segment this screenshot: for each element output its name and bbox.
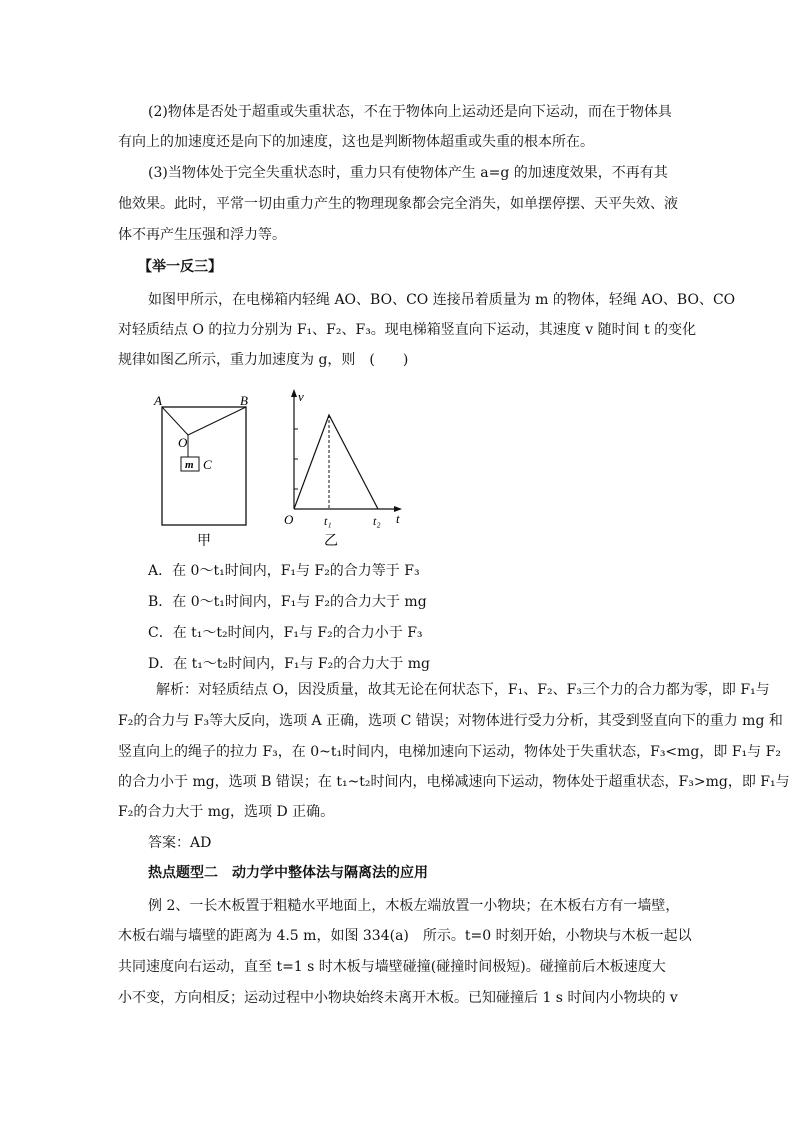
axis-label-t: t (396, 511, 400, 526)
figure (140, 385, 430, 559)
tick-label-t1: t₁ (324, 514, 332, 528)
option-b: B．在 0～t₁时间内，F₁与 F₂的合力大于 mg (148, 594, 427, 610)
label-C: C (203, 457, 212, 472)
text-line: 如图甲所示，在电梯箱内轻绳 AO、BO、CO 连接吊着质量为 m 的物体，轻绳 AO、BO、CO (148, 292, 736, 308)
text-line: 小不变，方向相反；运动过程中小物块始终未离开木板。已知碰撞后 1 s 时间内小物块的 v (118, 990, 678, 1006)
hot-topic-title: 热点题型二 动力学中整体法与隔离法的应用 (148, 865, 428, 881)
option-c: C．在 t₁～t₂时间内，F₁与 F₂的合力小于 F₃ (148, 625, 423, 641)
tick-label-t2: t₂ (373, 514, 381, 528)
rope-BO (188, 407, 246, 435)
label-B: B (240, 393, 248, 408)
answer: 答案：AD (148, 835, 212, 851)
axis-label-v: v (298, 389, 304, 404)
rope-AO (162, 407, 188, 435)
text-line: F₂的合力与 F₃等大反向，选项 A 正确，选项 C 错误；对物体进行受力分析，其受到竖直向下的重力 mg 和 (118, 713, 783, 729)
text-line: 有向上的加速度还是向下的加速度，这也是判断物体超重或失重的根本所在。 (118, 134, 594, 150)
text-line: 体不再产生压强和浮力等。 (118, 227, 286, 243)
text-line: (3)当物体处于完全失重状态时，重力只有使物体产生 a=g 的加速度效果，不再有其 (148, 165, 668, 181)
section-title: 【举一反三】 (138, 259, 222, 275)
origin-label: O (284, 512, 294, 527)
velocity-curve (294, 415, 378, 509)
text-line: F₂的合力大于 mg，选项 D 正确。 (118, 804, 335, 820)
text-line: 竖直向上的绳子的拉力 F₃，在 0~t₁时间内，电梯加速向下运动，物体处于失重状态，F₃<mg，即 F₁与 F₂ (118, 744, 781, 760)
v-axis-arrow (291, 389, 297, 397)
text-line: 共同速度向右运动，直至 t=1 s 时木板与墙壁碰撞(碰撞时间极短)。碰撞前后木板速度大 (118, 959, 666, 975)
text-line: 木板右端与墙壁的距离为 4.5 m，如图 334(a) 所示。t=0 时刻开始，小物块与木板一起以 (118, 928, 692, 944)
option-d: D．在 t₁～t₂时间内，F₁与 F₂的合力大于 mg (148, 656, 430, 672)
text-line: 对轻质结点 O 的拉力分别为 F₁、F₂、F₃。现电梯箱竖直向下运动，其速度 v 随时间 t 的变化 (118, 322, 697, 338)
text-line: 解析：对轻质结点 O，因没质量，故其无论在何状态下，F₁、F₂、F₃三个力的合力都为零，即 F₁与 (156, 682, 770, 698)
text-line: 的合力小于 mg，选项 B 错误；在 t₁~t₂时间内，电梯减速向下运动，物体处于超重状态，F₃>mg，即 F₁与 (118, 774, 790, 790)
label-m: m (185, 459, 194, 471)
caption-jia: 甲 (197, 534, 211, 549)
text-line: 规律如图乙所示，重力加速度为 g，则 ( ) (118, 352, 409, 368)
label-O: O (178, 435, 188, 450)
figure-svg (140, 385, 430, 555)
option-a: A．在 0～t₁时间内，F₁与 F₂的合力等于 F₃ (148, 563, 420, 579)
label-A: A (154, 393, 162, 408)
text-line: 他效果。此时，平常一切由重力产生的物理现象都会完全消失，如单摆停摆、天平失效、液 (118, 196, 678, 212)
text-line: 例 2、一长木板置于粗糙水平地面上，木板左端放置一小物块；在木板右方有一墙壁， (148, 898, 680, 914)
caption-yi: 乙 (324, 534, 338, 549)
text-line: (2)物体是否处于超重或失重状态，不在于物体向上运动还是向下运动，而在于物体具 (148, 104, 672, 120)
